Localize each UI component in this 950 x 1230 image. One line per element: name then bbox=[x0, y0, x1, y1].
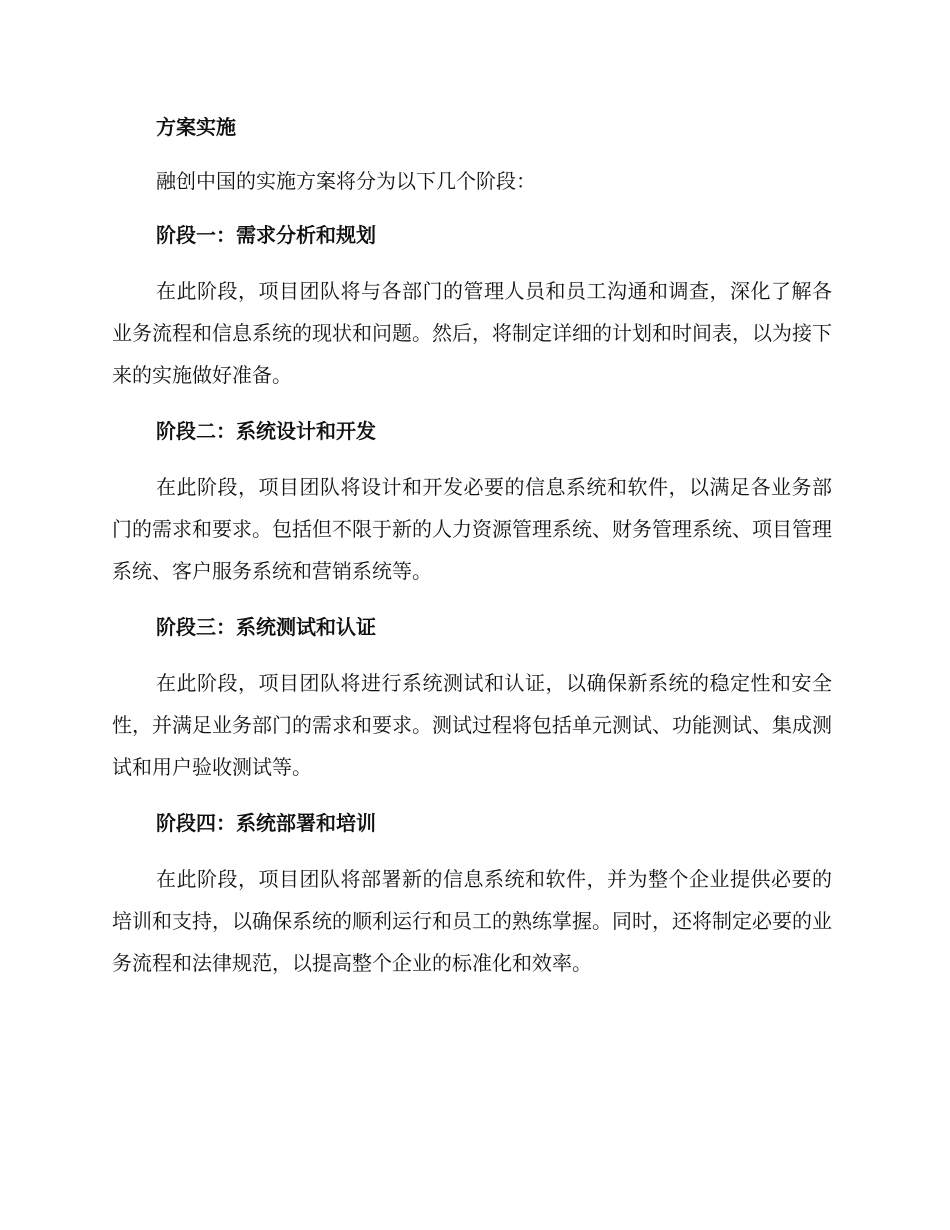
phase-1-body: 在此阶段，项目团队将与各部门的管理人员和员工沟通和调查，深化了解各业务流程和信息系统的现状和问题。然后，将制定详细的计划和时间表，以为接下来的实施做好准备。 bbox=[112, 279, 832, 387]
phase-2-body: 在此阶段，项目团队将设计和开发必要的信息系统和软件，以满足各业务部门的需求和要求。包括但不限于新的人力资源管理系统、财务管理系统、项目管理系统、客户服务系统和营销系统等。 bbox=[112, 475, 832, 583]
document-page bbox=[112, 108, 832, 984]
phase-1-title: 阶段一：需求分析和规划 bbox=[156, 223, 376, 247]
phase-4-title: 阶段四：系统部署和培训 bbox=[156, 811, 376, 835]
section-title: 方案实施 bbox=[156, 115, 236, 139]
intro-paragraph: 融创中国的实施方案将分为以下几个阶段： bbox=[156, 169, 536, 193]
phase-4-body: 在此阶段，项目团队将部署新的信息系统和软件，并为整个企业提供必要的培训和支持，以确保系统的顺利运行和员工的熟练掌握。同时，还将制定必要的业务流程和法律规范，以提高整个企业的标准化和效率。 bbox=[112, 867, 832, 975]
phase-3-body: 在此阶段，项目团队将进行系统测试和认证，以确保新系统的稳定性和安全性，并满足业务部门的需求和要求。测试过程将包括单元测试、功能测试、集成测试和用户验收测试等。 bbox=[112, 671, 832, 779]
phase-3-title: 阶段三：系统测试和认证 bbox=[156, 615, 376, 639]
phase-2-title: 阶段二：系统设计和开发 bbox=[156, 419, 376, 443]
